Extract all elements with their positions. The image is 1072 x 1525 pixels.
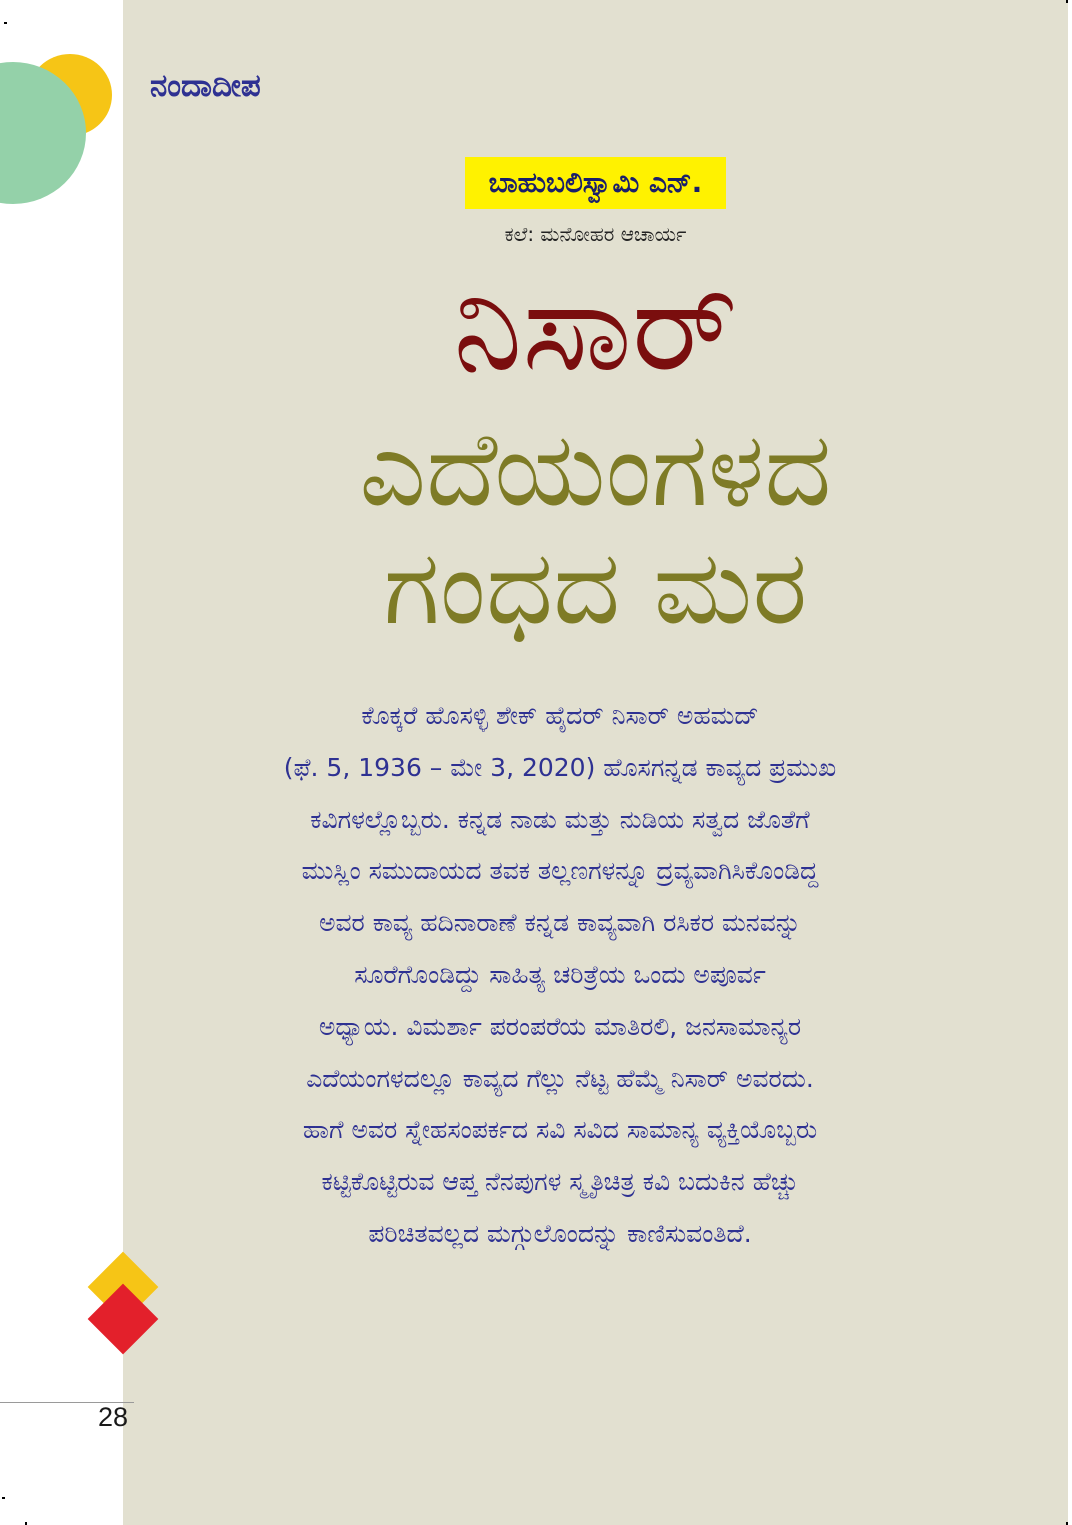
page-number: 28: [98, 1402, 129, 1432]
author-name: ಬಾಹುಬಲಿಸ್ವಾಮಿ ಎನ್.: [465, 157, 727, 209]
intro-line: ಎದೆಯಂಗಳದಲ್ಲೂ ಕಾವ್ಯದ ಗೆಲ್ಲು ನೆಟ್ಟ ಹೆಮ್ಮೆ ನಿಸಾರ್ ಅವರದು.: [306, 1063, 814, 1093]
section-title: ನಂದಾದೀಪ: [150, 68, 261, 104]
intro-line: ಸೂರೆಗೊಂಡಿದ್ದು ಸಾಹಿತ್ಯ ಚರಿತ್ರೆಯ ಒಂದು ಅಪೂರ್ವ: [354, 959, 766, 989]
intro-line: ಕೊಕ್ಕರೆ ಹೊಸಳ್ಳಿ ಶೇಕ್ ಹೈದರ್ ನಿಸಾರ್ ಅಹಮದ್: [361, 701, 759, 730]
intro-line: ಅವರ ಕಾವ್ಯ ಹದಿನಾರಾಣೆ ಕನ್ನಡ ಕಾವ್ಯವಾಗಿ ರಸಿಕರ ಮನವನ್ನು: [319, 908, 801, 938]
intro-line: ಅಧ್ಯಾಯ. ವಿಮರ್ಶಾ ಪರಂಪರೆಯ ಮಾತಿರಲಿ, ಜನಸಾಮಾನ್ಯರ: [318, 1011, 802, 1041]
author-block: [123, 157, 1068, 209]
intro-line: ಹಾಗೆ ಅವರ ಸ್ನೇಹಸಂಪರ್ಕದ ಸವಿ ಸವಿದ ಸಾಮಾನ್ಯ ವ್ಯಕ್ತಿಯೊಬ್ಬರು: [302, 1115, 818, 1145]
article-title-line-2: ಎದೆಯಂಗಳದ: [359, 408, 832, 530]
article-title-line-3: ಗಂಧದ ಮರ: [383, 526, 808, 648]
article-title-line-1: ನಿಸಾರ್: [453, 255, 738, 399]
intro-paragraph: [160, 690, 960, 1260]
intro-line: ಮುಸ್ಲಿಂ ಸಮುದಾಯದ ತವಕ ತಲ್ಲಣಗಳನ್ನೂ ದ್ರವ್ಯವಾಗಿಸಿಕೊಂಡಿದ್ದ: [301, 856, 819, 886]
intro-line: (ಫೆ. 5, 1936 – ಮೇ 3, 2020) ಹೊಸಗನ್ನಡ ಕಾವ್ಯದ ಪ್ರಮುಖ: [283, 752, 837, 782]
art-credit: ಕಲೆ: ಮನೋಹರ ಆಚಾರ್ಯ: [504, 222, 687, 246]
intro-line: ಕವಿಗಳಲ್ಲೊಬ್ಬರು. ಕನ್ನಡ ನಾಡು ಮತ್ತು ನುಡಿಯ ಸತ್ವದ ಜೊತೆಗೆ: [310, 804, 810, 834]
crop-mark: [4, 22, 7, 24]
intro-line: ಪರಿಚಿತವಲ್ಲದ ಮಗ್ಗುಲೊಂದನ್ನು ಕಾಣಿಸುವಂತಿದೆ.: [368, 1218, 752, 1248]
crop-mark: [1066, 0, 1068, 3]
crop-mark: [2, 1497, 5, 1499]
intro-line: ಕಟ್ಟಿಕೊಟ್ಟಿರುವ ಆಪ್ತ ನೆನಪುಗಳ ಸ್ಮೃತಿಚಿತ್ರ ಕವಿ ಬದುಕಿನ ಹೆಚ್ಚು: [321, 1167, 799, 1197]
